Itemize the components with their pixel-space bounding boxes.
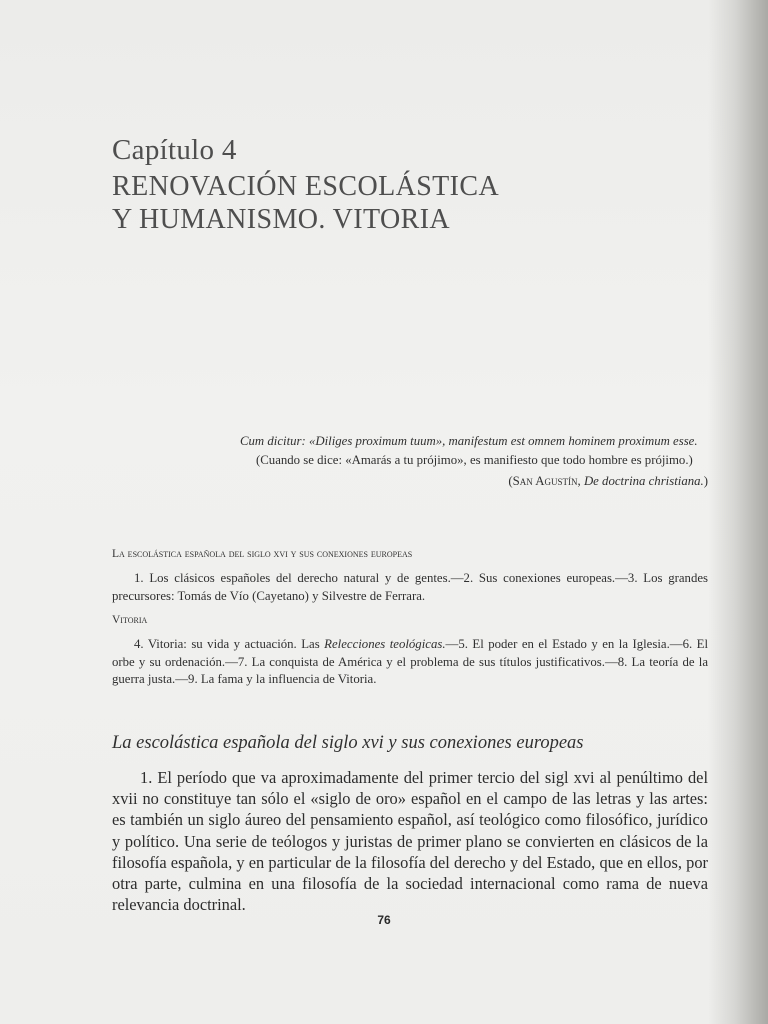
epigraph-attribution: (San Agustín, De doctrina christiana.) — [508, 474, 708, 488]
chapter-title-line-1: RENOVACIÓN ESCOLÁSTICA — [112, 171, 500, 202]
page-number: 76 — [377, 913, 391, 927]
toc-items-vitoria-b: —5. El poder en el Estado y en la Iglesia.—6. El orbe y su ordenación.—7. La conquista de América y el problema de sus títulos justificativos.—8. La teoría de la guerra justa.—9. La fama y la influencia de Vitoria. — [112, 637, 708, 686]
page-gutter-shadow — [708, 0, 768, 1024]
chapter-title — [112, 170, 499, 236]
chapter-label: Capítulo 4 — [112, 134, 237, 166]
chapter-title-line-2: Y HUMANISMO. VITORIA — [112, 204, 451, 235]
epigraph-latin-lead: Cum dicitur: — [240, 434, 306, 448]
epigraph-latin — [240, 432, 708, 451]
toc-items-vitoria-a: 4. Vitoria: su vida y actuación. Las — [134, 637, 325, 651]
body-paragraph-1: 1. El período que va aproximadamente del primer tercio del sigl xvi al penúltimo del xvii no constituye tan sólo el «siglo de oro» español en el campo de las letras y las artes: es también un siglo áureo del pensamiento español, así teológico como filosófico, jurídico y político. Una serie de teólogos y juristas de primer plano se convierten en clásicos de la filosofía española, y en particular de la filosofía del derecho y del Estado, que en ellos, por otra parte, culmina en una filosofía de la sociedad internacional como rama de nueva relevancia doctrinal. — [112, 768, 708, 915]
toc-items-vitoria — [112, 636, 708, 689]
toc-heading-escolastica: La escolástica española del siglo xvi y sus conexiones europeas — [112, 548, 413, 560]
toc-items-vitoria-relecciones: Relecciones teológicas. — [324, 637, 446, 651]
epigraph — [240, 432, 708, 491]
toc-items-escolastica: 1. Los clásicos españoles del derecho natural y de gentes.—2. Sus conexiones europeas.—3. Los grandes precursores: Tomás de Vío (Cayetano) y Silvestre de Ferrara. — [112, 571, 708, 603]
toc-heading-vitoria: Vitoria — [112, 614, 148, 626]
epigraph-latin-quote: «Diliges proximum tuum», manifestum est omnem hominem proximum esse. — [305, 434, 698, 448]
epigraph-translation: (Cuando se dice: «Amarás a tu prójimo», es manifiesto que todo hombre es prójimo.) — [256, 452, 693, 467]
section-heading: La escolástica española del siglo xvi y sus conexiones europeas — [112, 733, 584, 753]
epigraph-author: San Agustín — [512, 474, 578, 488]
epigraph-work: De doctrina christiana. — [583, 474, 704, 488]
